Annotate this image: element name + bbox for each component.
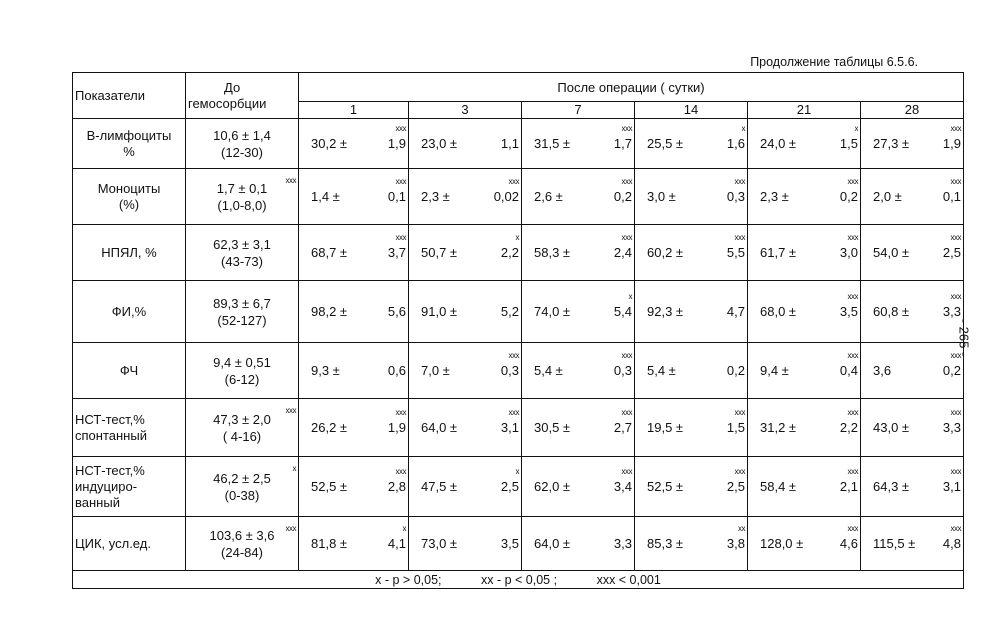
value-cell	[522, 399, 635, 457]
significance-mark: xxx	[950, 233, 961, 242]
value-cell	[299, 281, 409, 343]
value-cell	[861, 399, 964, 457]
baseline-cell	[186, 457, 299, 517]
page-number: - 265 -	[956, 318, 972, 357]
error-value: 1,1	[500, 136, 519, 151]
significance-mark: xxx	[508, 177, 519, 186]
value-cell	[522, 281, 635, 343]
significance-mark: xxx	[508, 351, 519, 360]
mean-value: 50,7 ±	[421, 245, 458, 260]
error-value: 0,3	[726, 189, 745, 204]
mean-value: 54,0 ±	[873, 245, 910, 260]
error-value: 3,3	[613, 536, 632, 551]
header-before	[186, 73, 299, 119]
error-value: 5,5	[726, 245, 745, 260]
header-day: 21	[748, 102, 861, 119]
mean-value: 60,2 ±	[647, 245, 684, 260]
value-cell	[861, 343, 964, 399]
value-cell	[522, 517, 635, 571]
footnote-p-lt-005: хх - р < 0,05 ;	[480, 572, 558, 587]
mean-value: 128,0 ±	[760, 536, 804, 551]
error-value: 0,3	[500, 363, 519, 378]
error-value: 3,5	[839, 304, 858, 319]
mean-value: 85,3 ±	[647, 536, 684, 551]
error-value: 3,1	[942, 479, 961, 494]
mean-value: 30,2 ±	[311, 136, 348, 151]
table-row	[73, 119, 964, 169]
value-cell	[748, 119, 861, 169]
mean-value: 2,0 ±	[873, 189, 902, 204]
error-value: 2,5	[942, 245, 961, 260]
value-cell	[299, 169, 409, 225]
value-cell	[635, 343, 748, 399]
significance-mark: xxx	[847, 408, 858, 417]
error-value: 3,0	[839, 245, 858, 260]
value-cell	[748, 225, 861, 281]
value-cell	[522, 225, 635, 281]
value-cell	[861, 517, 964, 571]
value-cell	[409, 343, 522, 399]
error-value: 0,3	[613, 363, 632, 378]
significance-mark: xxx	[950, 408, 961, 417]
baseline-range: (43-73)	[221, 253, 263, 269]
mean-value: 2,3 ±	[421, 189, 450, 204]
mean-value: 58,4 ±	[760, 479, 797, 494]
value-cell	[635, 119, 748, 169]
mean-value: 30,5 ±	[534, 420, 571, 435]
significance-mark: xxx	[950, 124, 961, 133]
mean-value: 98,2 ±	[311, 304, 348, 319]
significance-mark: x	[741, 124, 745, 133]
error-value: 3,8	[726, 536, 745, 551]
significance-mark: xxx	[847, 233, 858, 242]
baseline-value: 1,7 ± 0,1	[216, 180, 268, 196]
mean-value: 62,0 ±	[534, 479, 571, 494]
baseline-cell	[186, 517, 299, 571]
value-cell	[409, 517, 522, 571]
error-value: 5,2	[500, 304, 519, 319]
value-cell	[635, 399, 748, 457]
value-cell	[409, 399, 522, 457]
error-value: 1,5	[839, 136, 858, 151]
error-value: 0,2	[613, 189, 632, 204]
header-day: 1	[299, 102, 409, 119]
mean-value: 52,5 ±	[647, 479, 684, 494]
mean-value: 58,3 ±	[534, 245, 571, 260]
baseline-range: (0-38)	[224, 487, 260, 503]
mean-value: 3,6	[873, 363, 892, 378]
table-row	[73, 281, 964, 343]
mean-value: 9,3 ±	[311, 363, 340, 378]
mean-value: 5,4 ±	[534, 363, 563, 378]
value-cell	[635, 225, 748, 281]
significance-mark: xxx	[285, 176, 296, 185]
significance-mark: xxx	[395, 408, 406, 417]
indicator-name: ФЧ	[73, 343, 186, 399]
significance-mark: xxx	[734, 408, 745, 417]
mean-value: 5,4 ±	[647, 363, 676, 378]
significance-mark: xxx	[847, 524, 858, 533]
table-row	[73, 343, 964, 399]
baseline-range: (12-30)	[221, 144, 263, 160]
error-value: 5,4	[613, 304, 632, 319]
error-value: 1,6	[726, 136, 745, 151]
mean-value: 31,2 ±	[760, 420, 797, 435]
value-cell	[635, 169, 748, 225]
significance-mark: xxx	[950, 177, 961, 186]
mean-value: 43,0 ±	[873, 420, 910, 435]
baseline-value: 9,4 ± 0,51	[213, 354, 271, 370]
significance-mark: xxx	[621, 233, 632, 242]
baseline-value: 47,3 ± 2,0	[213, 411, 271, 427]
mean-value: 1,4 ±	[311, 189, 340, 204]
mean-value: 91,0 ±	[421, 304, 458, 319]
value-cell	[409, 225, 522, 281]
baseline-value: 46,2 ± 2,5	[213, 470, 271, 486]
value-cell	[409, 281, 522, 343]
baseline-cell	[186, 119, 299, 169]
error-value: 2,2	[839, 420, 858, 435]
significance-mark: xxx	[285, 524, 296, 533]
table-row	[73, 457, 964, 517]
value-cell	[861, 119, 964, 169]
value-cell	[861, 225, 964, 281]
footnote	[73, 571, 964, 589]
value-cell	[522, 343, 635, 399]
mean-value: 47,5 ±	[421, 479, 458, 494]
footnote-p-gt: x - р > 0,05;	[375, 572, 442, 587]
error-value: 1,7	[613, 136, 632, 151]
mean-value: 92,3 ±	[647, 304, 684, 319]
error-value: 4,1	[387, 536, 406, 551]
significance-mark: xxx	[847, 351, 858, 360]
header-day: 14	[635, 102, 748, 119]
value-cell	[299, 457, 409, 517]
mean-value: 52,5 ±	[311, 479, 348, 494]
indicator-name: ЦИК, усл.ед.	[73, 517, 186, 571]
significance-mark: xxx	[285, 406, 296, 415]
significance-mark: x	[628, 292, 632, 301]
mean-value: 64,0 ±	[421, 420, 458, 435]
baseline-range: (1,0-8,0)	[217, 197, 267, 213]
value-cell	[748, 343, 861, 399]
error-value: 2,5	[726, 479, 745, 494]
value-cell	[861, 169, 964, 225]
value-cell	[409, 169, 522, 225]
significance-mark: x	[402, 524, 406, 533]
mean-value: 26,2 ±	[311, 420, 348, 435]
error-value: 0,6	[387, 363, 406, 378]
mean-value: 3,0 ±	[647, 189, 676, 204]
header-day: 28	[861, 102, 964, 119]
baseline-range: (52-127)	[217, 312, 267, 328]
value-cell	[409, 457, 522, 517]
header-day: 7	[522, 102, 635, 119]
value-cell	[299, 343, 409, 399]
baseline-cell	[186, 281, 299, 343]
baseline-cell	[186, 169, 299, 225]
value-cell	[522, 119, 635, 169]
error-value: 3,3	[942, 420, 961, 435]
significance-mark: xxx	[950, 351, 961, 360]
significance-mark: xxx	[950, 524, 961, 533]
indicator-name: НСТ-тест,% спонтанный	[73, 399, 186, 457]
baseline-cell	[186, 343, 299, 399]
error-value: 0,2	[839, 189, 858, 204]
baseline-value: 103,6 ± 3,6	[209, 527, 275, 543]
value-cell	[861, 281, 964, 343]
significance-mark: xxx	[847, 467, 858, 476]
table-row	[73, 517, 964, 571]
indicator-name: В-лимфоциты %	[73, 119, 186, 169]
value-cell	[748, 169, 861, 225]
error-value: 3,3	[942, 304, 961, 319]
data-table	[72, 72, 964, 589]
table-row	[73, 225, 964, 281]
significance-mark: xx	[738, 524, 745, 533]
significance-mark: xxx	[508, 408, 519, 417]
mean-value: 60,8 ±	[873, 304, 910, 319]
indicator-name: НСТ-тест,% индуциро- ванный	[73, 457, 186, 517]
error-value: 0,4	[839, 363, 858, 378]
mean-value: 25,5 ±	[647, 136, 684, 151]
error-value: 0,1	[387, 189, 406, 204]
error-value: 1,9	[387, 420, 406, 435]
significance-mark: xxx	[734, 233, 745, 242]
mean-value: 64,0 ±	[534, 536, 571, 551]
indicator-name: Моноциты (%)	[73, 169, 186, 225]
baseline-range: ( 4-16)	[222, 428, 262, 444]
value-cell	[748, 517, 861, 571]
header-day: 3	[409, 102, 522, 119]
error-value: 0,02	[493, 189, 519, 204]
mean-value: 7,0 ±	[421, 363, 450, 378]
value-cell	[522, 169, 635, 225]
error-value: 2,1	[839, 479, 858, 494]
value-cell	[522, 457, 635, 517]
mean-value: 68,7 ±	[311, 245, 348, 260]
header-indicator: Показатели	[73, 73, 186, 119]
significance-mark: xxx	[621, 467, 632, 476]
significance-mark: xxx	[734, 177, 745, 186]
error-value: 0,2	[942, 363, 961, 378]
error-value: 4,7	[726, 304, 745, 319]
value-cell	[299, 119, 409, 169]
significance-mark: xxx	[734, 467, 745, 476]
mean-value: 73,0 ±	[421, 536, 458, 551]
baseline-range: (24-84)	[221, 544, 263, 560]
error-value: 0,2	[726, 363, 745, 378]
footnote-p-lt-0001: ххх < 0,001	[596, 572, 661, 587]
error-value: 3,1	[500, 420, 519, 435]
significance-mark: xxx	[621, 124, 632, 133]
value-cell	[748, 457, 861, 517]
header-after-surgery: После операции ( сутки)	[299, 73, 964, 102]
baseline-cell	[186, 399, 299, 457]
header-before-line1: До	[224, 79, 241, 95]
mean-value: 2,6 ±	[534, 189, 563, 204]
value-cell	[861, 457, 964, 517]
error-value: 1,5	[726, 420, 745, 435]
mean-value: 74,0 ±	[534, 304, 571, 319]
value-cell	[299, 225, 409, 281]
baseline-range: (6-12)	[224, 371, 260, 387]
error-value: 2,4	[613, 245, 632, 260]
baseline-value: 10,6 ± 1,4	[213, 127, 271, 143]
header-before-line2: гемосорбции	[188, 95, 267, 111]
error-value: 4,6	[839, 536, 858, 551]
mean-value: 23,0 ±	[421, 136, 458, 151]
baseline-value: 62,3 ± 3,1	[213, 236, 271, 252]
mean-value: 61,7 ±	[760, 245, 797, 260]
value-cell	[748, 399, 861, 457]
significance-mark: xxx	[621, 408, 632, 417]
significance-mark: x	[515, 467, 519, 476]
mean-value: 19,5 ±	[647, 420, 684, 435]
table-row	[73, 399, 964, 457]
mean-value: 115,5 ±	[873, 536, 916, 551]
value-cell	[299, 399, 409, 457]
significance-mark: xxx	[950, 467, 961, 476]
error-value: 1,9	[387, 136, 406, 151]
mean-value: 64,3 ±	[873, 479, 910, 494]
significance-mark: xxx	[395, 124, 406, 133]
error-value: 3,5	[500, 536, 519, 551]
error-value: 2,5	[500, 479, 519, 494]
error-value: 1,9	[942, 136, 961, 151]
significance-mark: xxx	[950, 292, 961, 301]
error-value: 2,7	[613, 420, 632, 435]
mean-value: 27,3 ±	[873, 136, 910, 151]
mean-value: 81,8 ±	[311, 536, 348, 551]
mean-value: 68,0 ±	[760, 304, 797, 319]
significance-mark: xxx	[621, 351, 632, 360]
error-value: 2,8	[387, 479, 406, 494]
error-value: 3,4	[613, 479, 632, 494]
mean-value: 31,5 ±	[534, 136, 571, 151]
significance-mark: x	[515, 233, 519, 242]
error-value: 2,2	[500, 245, 519, 260]
significance-mark: xxx	[395, 177, 406, 186]
value-cell	[635, 281, 748, 343]
value-cell	[299, 517, 409, 571]
value-cell	[409, 119, 522, 169]
baseline-cell	[186, 225, 299, 281]
table-row	[73, 169, 964, 225]
baseline-value: 89,3 ± 6,7	[213, 295, 271, 311]
value-cell	[748, 281, 861, 343]
table-caption: Продолжение таблицы 6.5.6.	[750, 55, 918, 69]
value-cell	[635, 457, 748, 517]
error-value: 0,1	[942, 189, 961, 204]
significance-mark: xxx	[395, 467, 406, 476]
indicator-name: ФИ,%	[73, 281, 186, 343]
error-value: 5,6	[387, 304, 406, 319]
significance-mark: xxx	[847, 177, 858, 186]
significance-mark: x	[854, 124, 858, 133]
mean-value: 24,0 ±	[760, 136, 797, 151]
mean-value: 2,3 ±	[760, 189, 789, 204]
error-value: 3,7	[387, 245, 406, 260]
mean-value: 9,4 ±	[760, 363, 789, 378]
value-cell	[635, 517, 748, 571]
error-value: 4,8	[942, 536, 961, 551]
significance-mark: xxx	[847, 292, 858, 301]
significance-mark: xxx	[621, 177, 632, 186]
indicator-name: НПЯЛ, %	[73, 225, 186, 281]
significance-mark: xxx	[395, 233, 406, 242]
significance-mark: x	[292, 464, 296, 473]
